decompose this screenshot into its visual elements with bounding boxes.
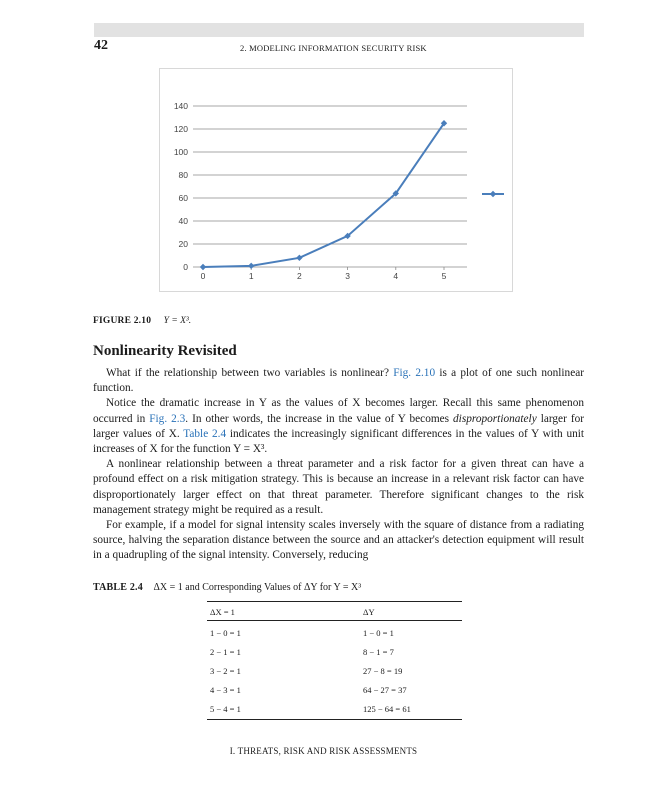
figure-link-2[interactable]: Fig. 2.3: [149, 412, 186, 425]
table-link[interactable]: Table 2.4: [183, 427, 227, 440]
table-header-row: [207, 602, 462, 621]
x-tick-label: 0: [200, 271, 206, 281]
figure-chart: [159, 68, 513, 292]
p1-text-b: is a plot of one such nonlinear function.: [93, 367, 584, 395]
figure-link[interactable]: Fig. 2.10: [393, 367, 436, 379]
page-footer: I. THREATS, RISK AND RISK ASSESSMENTS: [229, 746, 418, 756]
table-caption: [93, 582, 361, 593]
paragraph-4: For example, if a model for signal intensity scales inversely with the square of distance from a radiating source, halving the separation distance between the source and an attacker's detection equipment will result in a quadrupling of the signal intensity. Conversely, reducing: [93, 519, 584, 562]
table-row: [207, 678, 462, 697]
paragraph-3: A nonlinear relationship between a threat parameter and a risk factor for a given threat can have a profound effect on a risk mitigation strategy. This is because an increase in a relevant risk factor can have disproportionately larger effect on that threat parameter. Therefore significant changes to the risk management strategy might be required as a result.: [93, 458, 584, 516]
table-cell: 3 − 2 = 1: [210, 666, 241, 676]
figure-caption: [93, 315, 191, 326]
data-point: [296, 255, 302, 261]
table-row: [207, 621, 462, 641]
legend-marker: [490, 191, 496, 197]
table-cell: 125 − 64 = 61: [360, 697, 462, 720]
y-tick-label: 140: [173, 101, 188, 111]
body-text: [93, 366, 584, 564]
table-cell: 27 − 8 = 19: [363, 666, 403, 676]
y-tick-label: 100: [173, 147, 188, 157]
table-cell: 5 − 4 = 1: [207, 697, 360, 720]
table-cell: 2 − 1 = 1: [210, 647, 241, 657]
y-tick-label: 0: [183, 262, 188, 272]
running-title: 2. MODELING INFORMATION SECURITY RISK: [240, 43, 427, 53]
page-number: 42: [94, 38, 108, 53]
y-tick-label: 40: [178, 216, 188, 226]
paragraph-1: [93, 366, 584, 396]
data-point: [200, 264, 206, 270]
x-tick-label: 2: [297, 271, 302, 281]
x-tick-label: 3: [345, 271, 350, 281]
y-tick-label: 120: [173, 124, 188, 134]
p2-text-c: larger for larger values of X.: [93, 412, 584, 440]
x-tick-label: 4: [393, 271, 399, 281]
section-heading: Nonlinearity Revisited: [93, 343, 237, 359]
table-title: ΔX = 1 and Corresponding Values of ΔY for Y = X³: [153, 582, 362, 593]
p2-text-d: indicates the increasingly significant differences in the values of Y with unit increases of X for the function Y = X³.: [93, 427, 585, 456]
data-table: [207, 601, 462, 720]
figure-title: Y = X³.: [163, 316, 192, 326]
table-label: TABLE 2.4: [93, 582, 143, 593]
p1-text-a: What if the relationship between two variables is nonlinear?: [106, 367, 394, 379]
p2-emphasis: disproportionately: [453, 412, 537, 425]
x-tick-label: 5: [441, 271, 447, 281]
series-line: [203, 123, 444, 267]
data-point: [248, 263, 254, 269]
paragraph-2: [93, 396, 584, 457]
header-bar: [94, 23, 584, 37]
table-cell: 64 − 27 = 37: [363, 685, 407, 695]
y-tick-label: 80: [178, 170, 188, 180]
y-tick-label: 60: [178, 193, 188, 203]
table-cell: 4 − 3 = 1: [210, 685, 241, 695]
column-header-dy: ΔY: [360, 602, 462, 621]
table-row: [207, 697, 462, 720]
table-row: [207, 640, 462, 659]
table-cell: 8 − 1 = 7: [363, 647, 394, 657]
p2-text-b: . In other words, the increase in the value of Y becomes: [185, 412, 454, 425]
figure-label: FIGURE 2.10: [93, 316, 152, 326]
p2-text-a: Notice the dramatic increase in Y as the values of X becomes larger. Recall this same phenomenon occurred in: [93, 397, 584, 425]
y-tick-label: 20: [178, 239, 188, 249]
table-cell: 1 − 0 = 1: [210, 628, 241, 638]
table-row: [207, 659, 462, 678]
x-tick-label: 1: [248, 271, 254, 281]
table-cell: 1 − 0 = 1: [363, 628, 394, 638]
chart-svg: [160, 69, 512, 291]
column-header-dx: ΔX = 1: [207, 602, 360, 621]
